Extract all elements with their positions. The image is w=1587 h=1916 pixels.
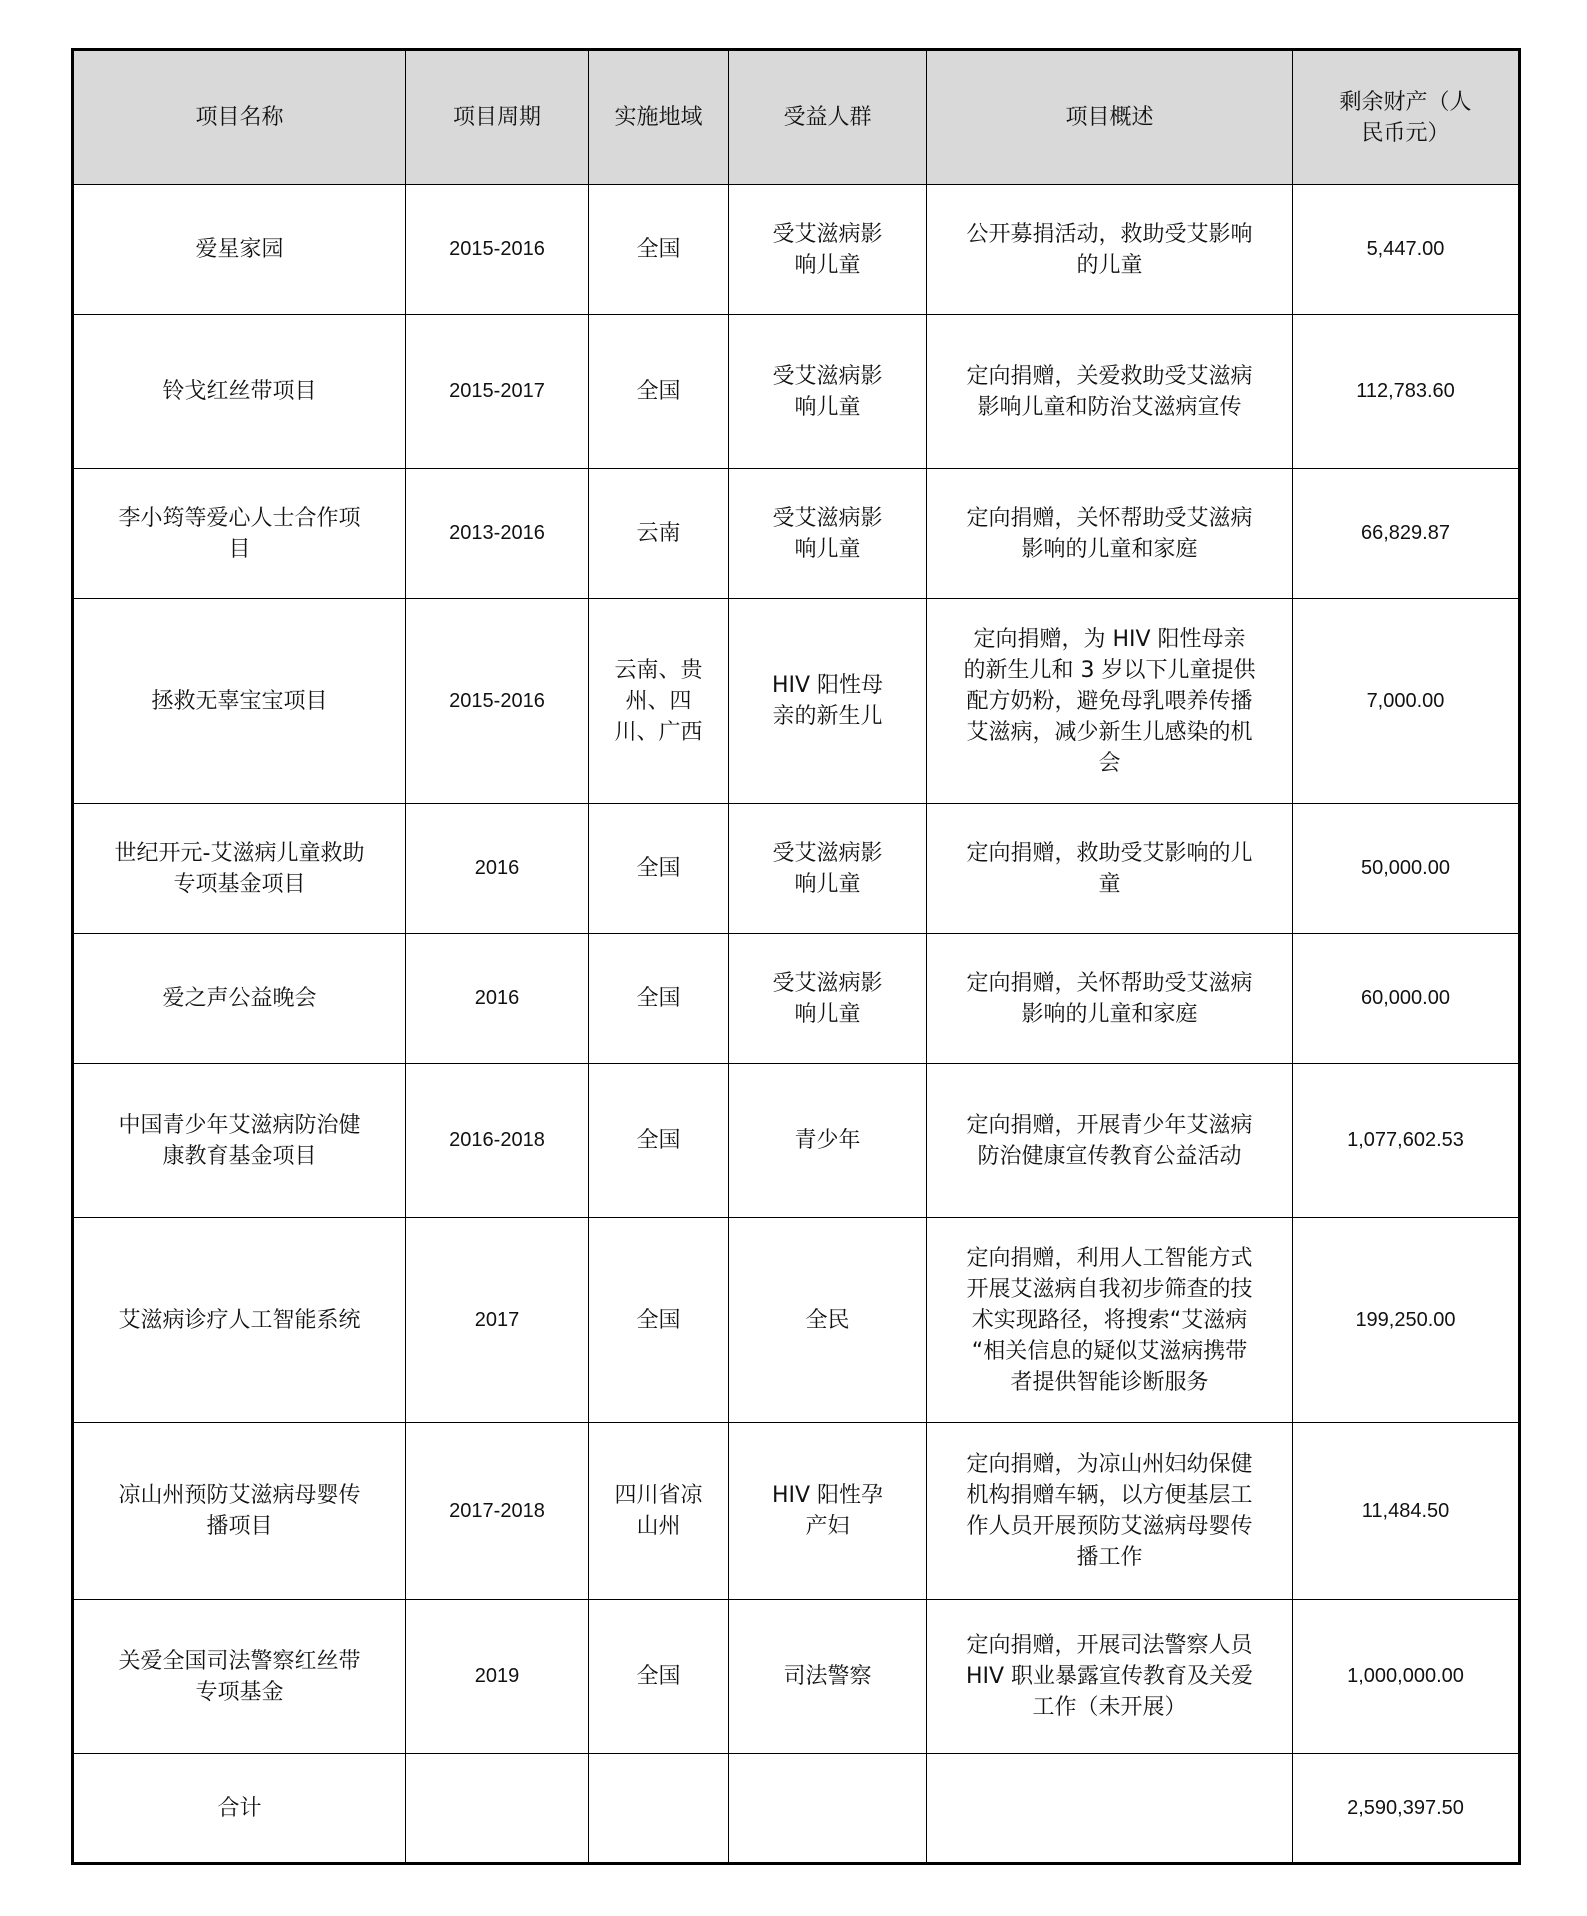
cell-project-name: 铃戈红丝带项目 [73,315,406,469]
cell-overview: 定向捐赠，为 HIV 阳性母亲的新生儿和 3 岁以下儿童提供配方奶粉，避免母乳喂养传播艾滋病，减少新生儿感染的机会 [927,599,1293,804]
cell-beneficiaries: HIV 阳性母亲的新生儿 [729,599,927,804]
cell-project-period: 2016-2018 [406,1064,589,1218]
table-row [73,1423,1520,1600]
cell-remaining-assets: 60,000.00 [1293,934,1520,1064]
cell-overview: 定向捐赠，关怀帮助受艾滋病影响的儿童和家庭 [927,934,1293,1064]
cell-beneficiaries: 受艾滋病影响儿童 [729,185,927,315]
cell-remaining-assets: 66,829.87 [1293,469,1520,599]
cell-overview: 定向捐赠，关怀帮助受艾滋病影响的儿童和家庭 [927,469,1293,599]
header-project-period: 项目周期 [406,50,589,185]
cell-total-label: 合计 [73,1754,406,1864]
cell-project-period: 2019 [406,1600,589,1754]
cell-remaining-assets: 5,447.00 [1293,185,1520,315]
cell-project-period: 2017 [406,1218,589,1423]
cell-project-period: 2016 [406,804,589,934]
cell-project-name: 关爱全国司法警察红丝带专项基金 [73,1600,406,1754]
cell-beneficiaries: 青少年 [729,1064,927,1218]
cell-project-period: 2015-2017 [406,315,589,469]
cell-empty [406,1754,589,1864]
cell-beneficiaries: 司法警察 [729,1600,927,1754]
cell-project-name: 爱之声公益晚会 [73,934,406,1064]
project-table [71,48,1521,1865]
cell-beneficiaries: 受艾滋病影响儿童 [729,804,927,934]
cell-region: 全国 [589,315,729,469]
cell-project-name: 艾滋病诊疗人工智能系统 [73,1218,406,1423]
cell-empty [927,1754,1293,1864]
table-row [73,1064,1520,1218]
cell-beneficiaries: HIV 阳性孕产妇 [729,1423,927,1600]
cell-overview: 定向捐赠，救助受艾影响的儿童 [927,804,1293,934]
cell-remaining-assets: 199,250.00 [1293,1218,1520,1423]
table-row [73,934,1520,1064]
cell-overview: 定向捐赠，关爱救助受艾滋病影响儿童和防治艾滋病宣传 [927,315,1293,469]
cell-region: 全国 [589,1600,729,1754]
table-header-row [73,50,1520,185]
cell-region: 四川省凉山州 [589,1423,729,1600]
cell-beneficiaries: 受艾滋病影响儿童 [729,315,927,469]
cell-overview: 公开募捐活动，救助受艾影响的儿童 [927,185,1293,315]
cell-remaining-assets: 11,484.50 [1293,1423,1520,1600]
cell-project-name: 李小筠等爱心人士合作项目 [73,469,406,599]
table-row [73,1218,1520,1423]
header-region: 实施地域 [589,50,729,185]
cell-beneficiaries: 受艾滋病影响儿童 [729,934,927,1064]
cell-project-period: 2015-2016 [406,185,589,315]
header-overview: 项目概述 [927,50,1293,185]
cell-region: 全国 [589,934,729,1064]
cell-beneficiaries: 全民 [729,1218,927,1423]
header-remaining-assets: 剩余财产（人民币元） [1293,50,1520,185]
cell-region: 云南、贵州、四川、广西 [589,599,729,804]
header-project-name: 项目名称 [73,50,406,185]
table-row [73,1600,1520,1754]
cell-empty [729,1754,927,1864]
cell-overview: 定向捐赠，利用人工智能方式开展艾滋病自我初步筛查的技术实现路径，将搜索“艾滋病 “相关信息的疑似艾滋病携带者提供智能诊断服务 [927,1218,1293,1423]
table-row [73,315,1520,469]
cell-project-name: 世纪开元-艾滋病儿童救助专项基金项目 [73,804,406,934]
table-row [73,599,1520,804]
cell-remaining-assets: 112,783.60 [1293,315,1520,469]
cell-total-remaining: 2,590,397.50 [1293,1754,1520,1864]
cell-overview: 定向捐赠，开展青少年艾滋病防治健康宣传教育公益活动 [927,1064,1293,1218]
table-row [73,469,1520,599]
cell-remaining-assets: 50,000.00 [1293,804,1520,934]
cell-project-name: 中国青少年艾滋病防治健康教育基金项目 [73,1064,406,1218]
cell-beneficiaries: 受艾滋病影响儿童 [729,469,927,599]
cell-remaining-assets: 1,077,602.53 [1293,1064,1520,1218]
cell-project-period: 2016 [406,934,589,1064]
cell-region: 全国 [589,185,729,315]
cell-project-period: 2015-2016 [406,599,589,804]
table-total-row [73,1754,1520,1864]
cell-project-name: 凉山州预防艾滋病母婴传播项目 [73,1423,406,1600]
cell-region: 全国 [589,1064,729,1218]
cell-overview: 定向捐赠，为凉山州妇幼保健机构捐赠车辆，以方便基层工作人员开展预防艾滋病母婴传播工作 [927,1423,1293,1600]
cell-remaining-assets: 1,000,000.00 [1293,1600,1520,1754]
cell-region: 云南 [589,469,729,599]
cell-overview: 定向捐赠，开展司法警察人员 HIV 职业暴露宣传教育及关爱工作（未开展） [927,1600,1293,1754]
cell-region: 全国 [589,1218,729,1423]
table-row [73,185,1520,315]
cell-project-name: 拯救无辜宝宝项目 [73,599,406,804]
cell-empty [589,1754,729,1864]
cell-remaining-assets: 7,000.00 [1293,599,1520,804]
cell-region: 全国 [589,804,729,934]
header-beneficiaries: 受益人群 [729,50,927,185]
project-table-container [71,48,1518,1865]
cell-project-period: 2017-2018 [406,1423,589,1600]
cell-project-name: 爱星家园 [73,185,406,315]
table-row [73,804,1520,934]
cell-project-period: 2013-2016 [406,469,589,599]
